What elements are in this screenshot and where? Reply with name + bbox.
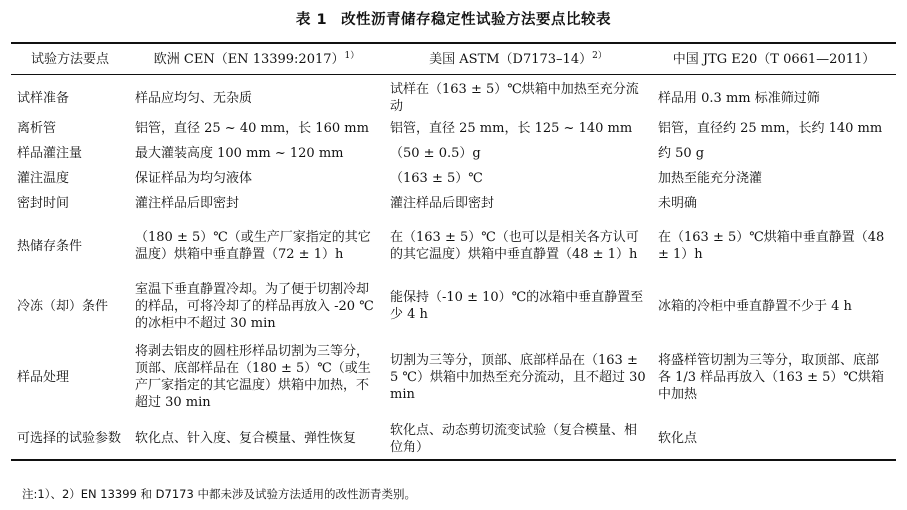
table-row <box>11 141 896 166</box>
header-jtg: 中国 JTG E20（T 0661—2011） <box>652 43 896 75</box>
row-label: 离析管 <box>17 121 57 136</box>
astm-cell: （50 ± 0.5）g <box>390 146 481 161</box>
footnote-mark-2: 2） <box>592 50 607 61</box>
cen-cell: 室温下垂直静置冷却。为了便于切割冷却的样品，可将冷却了的样品再放入 -20 ℃的冰柜中不超过 30 min <box>135 281 374 331</box>
table-number: 表 1 <box>295 12 328 28</box>
table-footnote: 注:1）、2）EN 13399 和 D7173 中都未涉及试验方法适用的改性沥青类别。 <box>22 487 416 501</box>
header-cen: 欧洲 CEN（EN 13399:2017）$^{1)}$ <box>129 43 384 75</box>
table-row <box>11 216 896 276</box>
cen-cell: （180 ± 5）℃（或生产厂家指定的其它温度）烘箱中垂直静置（72 ± 1）h <box>135 230 371 262</box>
header-astm: 美国 $ASTM(D7173-14)^{2)}$ <box>384 43 652 75</box>
row-label: 样品灌注量 <box>17 146 83 161</box>
table-title: 改性沥青储存稳定性试验方法要点比较表 <box>341 12 612 28</box>
cen-cell: 最大灌装高度 100 mm ~ 120 mm <box>135 146 344 161</box>
comparison-table <box>11 42 896 461</box>
jtg-cell: 软化点 <box>652 418 896 460</box>
row-label: 灌注温度 <box>17 171 70 186</box>
astm-cell: 铝管，直径 25 mm，长 125 ~ 140 mm <box>390 121 633 136</box>
row-label: 可选择的试验参数 <box>11 418 129 460</box>
table-row <box>11 75 896 117</box>
row-label: 密封时间 <box>17 196 70 211</box>
cen-cell: 软化点、针入度、复合模量、弹性恢复 <box>129 418 384 460</box>
table-caption <box>0 8 907 29</box>
jtg-cell: 加热至能充分浇灌 <box>658 171 763 186</box>
astm-cell: 软化点、动态剪切流变试验（复合模量、相位角） <box>384 418 652 460</box>
table-row <box>11 191 896 216</box>
table-row <box>11 166 896 191</box>
table-row <box>11 276 896 336</box>
astm-cell: 切割为三等分，顶部、底部样品在（163 ± 5 ℃）烘箱中加热至充分流动，且不超过 30 min <box>390 352 646 402</box>
jtg-cell: 在（163 ± 5）℃烘箱中垂直静置（48 ± 1）h <box>658 230 885 262</box>
cen-cell: 铝管，直径 25 ~ 40 mm，长 160 mm <box>135 121 369 136</box>
cen-cell: 灌注样品后即密封 <box>135 196 240 211</box>
jtg-cell: 样品用 0.3 mm 标准筛过筛 <box>658 90 820 106</box>
header-item: 试验方法要点 <box>11 43 129 75</box>
jtg-cell: 约 50 g <box>658 146 705 161</box>
astm-cell: 试样在（163 ± 5）℃烘箱中加热至充分流动 <box>390 82 639 114</box>
table-row <box>11 116 896 141</box>
astm-cell: 在（163 ± 5）℃（也可以是相关各方认可的其它温度）烘箱中垂直静置（48 ± 1）h <box>390 230 639 262</box>
footnote-mark-1: 1） <box>344 50 360 61</box>
cen-cell: 样品应均匀、无杂质 <box>135 90 253 106</box>
jtg-cell: 冰箱的冷柜中垂直静置不少于 4 h <box>658 298 852 314</box>
cen-cell: 将剥去铝皮的圆柱形样品切割为三等分，顶部、底部样品在（180 ± 5）℃（或生产厂家指定的其它温度）烘箱中加热，不超过 30 min <box>135 344 371 410</box>
cen-cell: 保证样品为均匀液体 <box>135 171 253 186</box>
row-label: 热储存条件 <box>17 238 83 254</box>
astm-cell: 灌注样品后即密封 <box>390 196 495 211</box>
table-row <box>11 418 896 460</box>
astm-cell: 能保持（-10 ± 10）℃的冰箱中垂直静置至少 4 h <box>390 290 644 322</box>
jtg-cell: 铝管，直径约 25 mm，长约 140 mm <box>658 121 883 136</box>
row-label: 冷冻（却）条件 <box>17 298 109 314</box>
header-row <box>11 43 896 75</box>
table-row <box>11 336 896 418</box>
astm-cell: （163 ± 5）℃ <box>390 171 483 186</box>
jtg-cell: 未明确 <box>658 196 698 211</box>
jtg-cell: 将盛样管切割为三等分，取顶部、底部各 1/3 样品再放入（163 ± 5）℃烘箱中加热 <box>658 352 884 402</box>
row-label: 样品处理 <box>17 369 70 385</box>
row-label: 试样准备 <box>17 90 70 106</box>
